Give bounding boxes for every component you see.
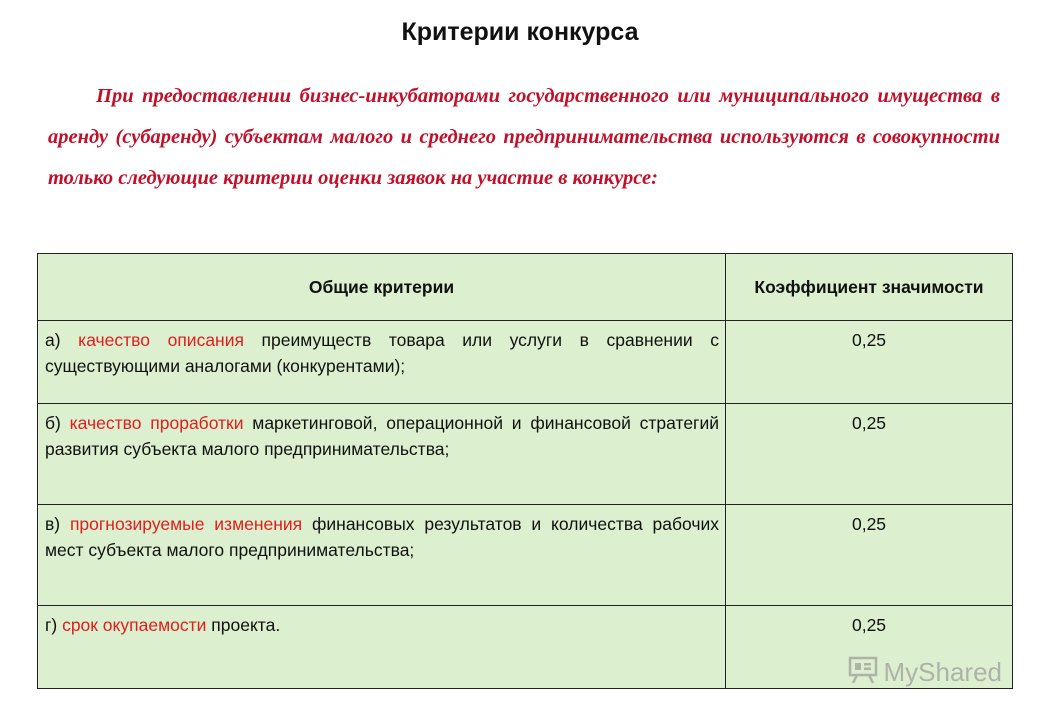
criterion-cell [38, 404, 726, 505]
table-header-row [38, 254, 1013, 321]
coefficient-cell: 0,25 [726, 505, 1013, 606]
criterion-rest: финансовых результатов и количества рабочих мест субъекта малого предпринимательства; [45, 514, 719, 560]
header-criteria: Общие критерии [38, 254, 726, 321]
criterion-prefix: в) [45, 514, 70, 534]
criteria-table [37, 253, 1013, 689]
criterion-highlight: качество проработки [69, 413, 244, 433]
criterion-prefix: г) [45, 615, 63, 635]
coefficient-cell: 0,25 [726, 606, 1013, 689]
coefficient-cell: 0,25 [726, 404, 1013, 505]
coefficient-cell: 0,25 [726, 321, 1013, 404]
criterion-rest: маркетинговой, операционной и финансовой стратегий развития субъекта малого предпринимательства; [45, 413, 719, 459]
table-row [38, 404, 1013, 505]
table-row [38, 321, 1013, 404]
watermark-text: MyShared [883, 657, 1002, 687]
intro-paragraph: При предоставлении бизнес-инкубаторами государственного или муниципального имущества в аренду (субаренду) субъектам малого и среднего предпринимательства используются в совокупности только следующие критерии оценки заявок на участие в конкурсе: [48, 85, 1000, 189]
presentation-board-icon [848, 655, 878, 690]
criterion-highlight: срок окупаемости [62, 615, 207, 635]
criterion-prefix: б) [45, 413, 70, 433]
criterion-highlight: прогнозируемые изменения [69, 514, 303, 534]
criterion-prefix: а) [45, 330, 79, 350]
criterion-rest: проекта. [206, 615, 281, 635]
criterion-cell [38, 606, 726, 689]
criterion-rest: преимуществ товара или услуги в сравнении с существующими аналогами (конкурентами); [45, 330, 719, 376]
criterion-highlight: качество описания [78, 330, 244, 350]
header-coefficient: Коэффициент значимости [726, 254, 1013, 321]
criterion-cell [38, 505, 726, 606]
page-title: Критерии конкурса [401, 18, 639, 46]
criterion-cell [38, 321, 726, 404]
table-row [38, 505, 1013, 606]
watermark [848, 655, 1003, 690]
